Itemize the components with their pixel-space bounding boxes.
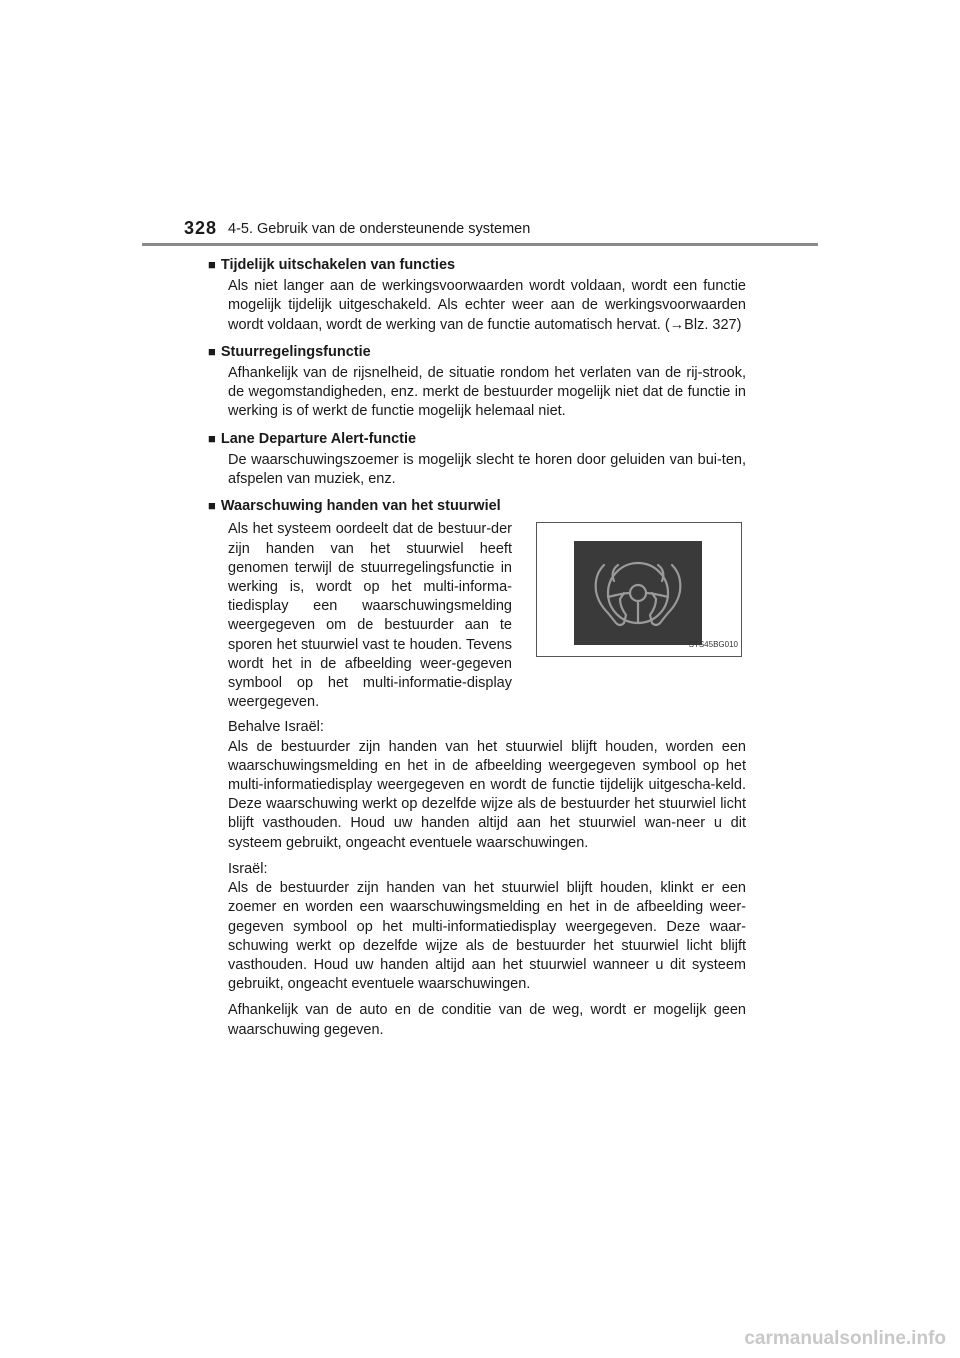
page-number: 328 (184, 218, 218, 238)
watermark: carmanualsonline.info (744, 1328, 946, 1349)
display-screen (574, 541, 702, 645)
section-title: 4-5. Gebruik van de ondersteunende systemen (228, 221, 531, 237)
section-heading (208, 496, 746, 516)
section-temporary-disable (208, 255, 746, 335)
condition-text: Als de bestuurder zijn handen van het stuurwiel blijft houden, klinkt er een zoemer en worden een waarschuwingsmelding en het in de afbeelding weer-gegeven symbool op het multi-informatiedisplay weergegeven. Deze waar-schuwing werkt op dezelfde wijze als de bestuurder het stuurwiel licht blijft vasthouden. Houd uw handen altijd aan het stuurwiel wanneer u dit systeem gebruikt, ongeacht eventuele waarschuwingen. (228, 880, 746, 993)
square-bullet-icon: ■ (208, 257, 216, 272)
condition-label: Behalve Israël: (228, 719, 324, 736)
section-heading (208, 429, 746, 449)
hands-on-steering-wheel-icon (574, 541, 702, 645)
section-text: De waarschuwingszoemer is mogelijk slecht te horen door geluiden van bui-ten, afspelen van muziek, enz. (228, 451, 746, 488)
condition-block-israel (228, 860, 746, 994)
section-heading (208, 255, 746, 275)
figure-description: Als het systeem oordeelt dat de bestuur-der zijn handen van het stuurwiel heeft genomen terwijl de stuurregelingsfunctie in werking is, wordt op het multi-informa-tiedisplay een waarschuwingsmelding weergegeven om de bestuurder aan te sporen het stuurwiel vast te houden. Tevens wordt het in de afbeelding weer-gegeven symbool op het multi-informatie-display weergegeven. (228, 521, 512, 711)
condition-text: Als de bestuurder zijn handen van het stuurwiel blijft houden, worden een waarschuwingsmelding en het in de afbeelding weergegeven symbool op het multi-informatiedisplay weergegeven en wordt de functie tijdelijk uitgescha-keld. Deze waarschuwing werkt op dezelfde wijze als de bestuurder het stuurwiel licht blijft vasthouden. Houd uw handen altijd aan het stuurwiel wan-neer u dit systeem gebruikt, ongeacht eventuele waarschuwingen. (228, 738, 746, 851)
condition-block-non-israel (228, 718, 746, 852)
header-divider (142, 243, 818, 246)
section-heading-text: Lane Departure Alert-functie (220, 430, 417, 447)
square-bullet-icon: ■ (208, 343, 216, 359)
square-bullet-icon: ■ (208, 498, 216, 514)
figure-block (228, 520, 746, 712)
section-lane-departure-alert (208, 429, 746, 490)
page-content (208, 255, 746, 1047)
condition-label: Israël: (228, 860, 268, 877)
section-heading-text: Tijdelijk uitschakelen van functies (220, 257, 456, 273)
section-heading (208, 342, 746, 362)
section-text: Als niet langer aan de werkingsvoorwaarden wordt voldaan, wordt een functie mogelijk tijdelijk uitgeschakeld. Als echter weer aan de werkingsvoorwaarden wordt voldaan, wordt de werking van de functie automatisch hervat. (→Blz. 327) (228, 278, 746, 333)
section-heading-text: Waarschuwing handen van het stuurwiel (220, 498, 501, 515)
square-bullet-icon: ■ (208, 430, 216, 446)
final-note: Afhankelijk van de auto en de conditie van de weg, wordt er mogelijk geen waarschuwing gegeven. (228, 1002, 746, 1038)
section-steering-control (208, 342, 746, 422)
section-text: Afhankelijk van de rijsnelheid, de situatie rondom het verlaten van de rij-strook, de wegomstandigheden, enz. merkt de bestuurder mogelijk niet dat de functie in werking is of werkt de functie mogelijk helemaal niet. (228, 365, 746, 420)
figure-code: STS45BG010 (688, 640, 738, 650)
section-heading-text: Stuurregelingsfunctie (220, 343, 371, 360)
section-hands-off-warning (208, 496, 746, 1039)
warning-figure (536, 522, 742, 657)
